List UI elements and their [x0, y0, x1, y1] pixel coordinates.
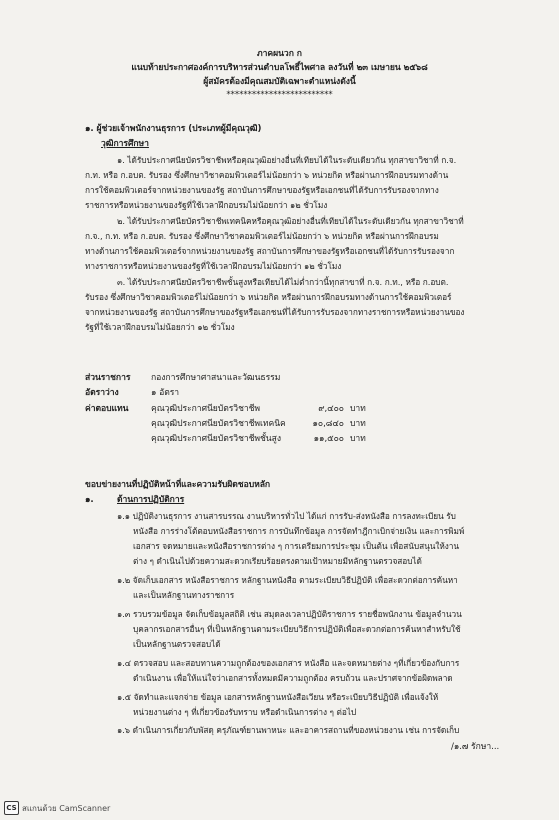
duty-line: บุคลากรเอกสารอื่นๆ ที่เป็นหลักฐานตามระเบียบวิธีการปฏิบัติเพื่อสะดวกต่อการค้นหาสำหรับใช้	[133, 624, 461, 634]
pay-row-amount: ๙,๔๐๐	[318, 404, 344, 414]
duty-line: เป็นหลักฐานตรวจสอบได้	[133, 639, 221, 649]
position-title: ๑. ผู้ช่วยเจ้าพนักงานธุรการ (ประเภทผู้มีคุณวุฒิ)	[85, 124, 262, 134]
pay-row-label: คุณวุฒิประกาศนียบัตรวิชาชีพเทคนิค	[151, 419, 286, 429]
vacancy-value: ๑ อัตรา	[151, 388, 180, 398]
duty-line: ๑.๔ ตรวจสอบ และสอบทานความถูกต้องของเอกสาร หนังสือ และจดหมายต่าง ๆที่เกี่ยวข้องกับการ	[117, 658, 460, 668]
duty-line: เอกสาร จดหมายและหนังสือราชการต่าง ๆ การเตรียมการประชุม เป็นต้น เพื่อสนับสนุนให้งาน	[133, 541, 459, 551]
department-label: ส่วนราชการ	[85, 373, 131, 383]
qualification-line: ก.จ., ก.ท. หรือ ก.อบต. รับรอง ซึ่งศึกษาวิชาคอมพิวเตอร์ไม่น้อยกว่า ๖ หน่วยกิต หรือผ่านการฝึกอบรม	[85, 231, 439, 241]
camscanner-footer	[4, 801, 110, 815]
continuation-marker: /๑.๗ รักษา...	[451, 742, 500, 752]
pay-row-unit: บาท	[350, 434, 366, 444]
duties-section-number: ๑.	[85, 495, 94, 505]
camscanner-logo-icon: CS	[4, 801, 19, 815]
pay-row-unit: บาท	[350, 404, 366, 414]
annex-title: ภาคผนวก ก	[257, 49, 302, 59]
duty-line: ๑.๕ จัดทำและแจกจ่าย ข้อมูล เอกสารหลักฐานหนังสือเวียน หรือระเบียบวิธีปฏิบัติ เพื่อแจ้งให้	[117, 692, 439, 702]
education-heading: วุฒิการศึกษา	[101, 139, 149, 149]
duties-section-title: ด้านการปฏิบัติการ	[117, 495, 185, 505]
pay-row-amount: ๑๑,๕๐๐	[313, 434, 344, 444]
qualification-line: ๒. ได้รับประกาศนียบัตรวิชาชีพเทคนิคหรือคุณวุฒิอย่างอื่นที่เทียบได้ในระดับเดียวกัน ทุกสาขาวิชาที่	[117, 216, 464, 226]
qualification-heading: ผู้สมัครต้องมีคุณสมบัติเฉพาะตำแหน่งดังนี้	[203, 77, 356, 87]
pay-row-unit: บาท	[350, 419, 366, 429]
qualification-line: ก.ท. หรือ ก.อบต. รับรอง ซึ่งศึกษาวิชาคอมพิวเตอร์ไม่น้อยกว่า ๖ หน่วยกิต หรือผ่านการฝึกอบรมทางด้าน	[85, 170, 449, 180]
department-value: กองการศึกษาศาสนาและวัฒนธรรม	[151, 373, 281, 383]
qualification-line: ราชการหรือหน่วยงานของรัฐที่ใช้เวลาฝึกอบรมไม่น้อยกว่า ๑๒ ชั่วโมง	[85, 200, 328, 210]
vacancy-label: อัตราว่าง	[85, 388, 119, 398]
duty-line: ต่าง ๆ ดำเนินไปด้วยความสะดวกเรียบร้อยตรงตามเป้าหมายมีหลักฐานตรวจสอบได้	[133, 556, 422, 566]
qualification-line: การใช้คอมพิวเตอร์จากหน่วยงานของรัฐ สถาบันการศึกษาของรัฐหรือเอกชนที่ได้รับการรับรองจากทาง	[85, 185, 439, 195]
qualification-line: ทางราชการหรือหน่วยงานของรัฐที่ใช้เวลาฝึกอบรมไม่น้อยกว่า ๑๒ ชั่วโมง	[85, 261, 342, 271]
qualification-line: ๓. ได้รับประกาศนียบัตรวิชาชีพชั้นสูงหรือเทียบได้ไม่ต่ำกว่านี้ทุกสาขาที่ ก.จ. ก.ท., หรือ ก.อบต.	[117, 277, 449, 287]
duty-line: ๑.๑ ปฏิบัติงานธุรการ งานสารบรรณ งานบริหารทั่วไป ได้แก่ การรับ-ส่งหนังสือ การลงทะเบียน รับ	[117, 511, 456, 521]
qualification-line: รับรอง ซึ่งศึกษาวิชาคอมพิวเตอร์ไม่น้อยกว่า ๖ หน่วยกิต หรือผ่านการฝึกอบรมทางด้านการใช้คอมพิวเตอร์	[85, 292, 452, 302]
qualification-line: จากหน่วยงานของรัฐ สถาบันการศึกษาของรัฐหรือเอกชนที่ได้รับการรับรองจากทางราชการหรือหน่วยงานของ	[85, 307, 465, 317]
duty-line: หนังสือ การร่างโต้ตอบหนังสือราชการ การบันทึกข้อมูล การจัดทำฎีกาเบิกจ่ายเงิน และการพิมพ์	[133, 526, 465, 536]
pay-row-amount: ๑๐,๘๔๐	[312, 419, 344, 429]
duty-line: ๑.๖ ดำเนินการเกี่ยวกับพัสดุ ครุภัณฑ์ยานพาหนะ และอาคารสถานที่ของหน่วยงาน เช่น การจัดเก็บ	[117, 725, 460, 735]
duty-line: ๑.๓ รวบรวมข้อมูล จัดเก็บข้อมูลสถิติ เช่น สมุดลงเวลาปฏิบัติราชการ รายชื่อพนักงาน ข้อมูลจำนวน	[117, 609, 462, 619]
pay-row-label: คุณวุฒิประกาศนียบัตรวิชาชีพชั้นสูง	[151, 434, 281, 444]
duty-line: ดำเนินงาน เพื่อให้แน่ใจว่าเอกสารทั้งหมดมีความถูกต้อง ครบถ้วน และปราศจากข้อผิดพลาด	[133, 673, 453, 683]
qualification-line: ทางด้านการใช้คอมพิวเตอร์จากหน่วยงานของรัฐ สถาบันการศึกษาของรัฐหรือเอกชนที่ได้รับการรับรองจาก	[85, 246, 455, 256]
announcement-subtitle: แนบท้ายประกาศองค์การบริหารส่วนตำบลโพธิ์ไพศาล ลงวันที่ ๒๓ เมษายน ๒๕๖๘	[131, 63, 428, 73]
pay-row-label: คุณวุฒิประกาศนียบัตรวิชาชีพ	[151, 404, 261, 414]
duty-line: ๑.๒ จัดเก็บเอกสาร หนังสือราชการ หลักฐานหนังสือ ตามระเบียบวิธีปฏิบัติ เพื่อสะดวกต่อการค้นหา	[117, 575, 458, 585]
duties-heading: ขอบข่ายงานที่ปฏิบัติหน้าที่และความรับผิดชอบหลัก	[85, 480, 271, 490]
duty-line: หน่วยงานต่าง ๆ ที่เกี่ยวข้องรับทราบ หรือดำเนินการต่าง ๆ ต่อไป	[133, 707, 357, 717]
star-divider: *************************	[226, 90, 333, 100]
qualification-line: รัฐที่ใช้เวลาฝึกอบรมไม่น้อยกว่า ๑๒ ชั่วโมง	[85, 322, 235, 332]
camscanner-text: สแกนด้วย CamScanner	[22, 803, 111, 813]
qualification-line: ๑. ได้รับประกาศนียบัตรวิชาชีพหรือคุณวุฒิอย่างอื่นที่เทียบได้ในระดับเดียวกัน ทุกสาขาวิชาที่ ก.จ.	[117, 155, 457, 165]
duty-line: และเป็นหลักฐานทางราชการ	[133, 590, 235, 600]
pay-label: ค่าตอบแทน	[85, 404, 129, 414]
